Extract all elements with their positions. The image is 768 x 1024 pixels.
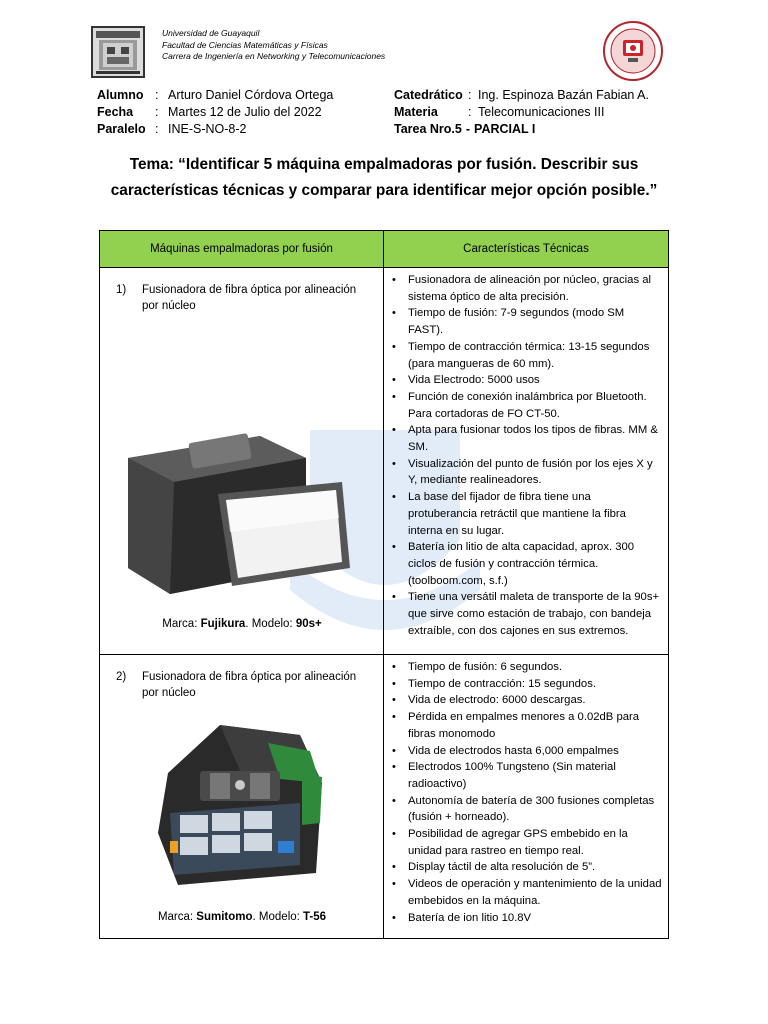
splicers-table	[99, 230, 669, 939]
label-paralelo: Paralelo	[97, 122, 146, 136]
table-row	[100, 268, 669, 655]
list-item: • Autonomía de batería de 300 fusiones completas (fusión + horneado).	[408, 793, 662, 826]
separator: -	[465, 122, 471, 136]
list-item: • Fusionadora de alineación por núcleo, gracias al sistema óptico de alta precisión.	[408, 272, 662, 305]
model-prefix: . Modelo:	[245, 618, 296, 630]
value-paralelo: INE-S-NO-8-2	[168, 122, 247, 136]
features-list-1	[384, 268, 668, 639]
model-prefix: . Modelo:	[252, 911, 304, 923]
brand-prefix: Marca:	[162, 618, 201, 630]
career-line: Carrera de Ingeniería en Networking y Telecomunicaciones	[162, 51, 386, 61]
topic-heading	[100, 152, 668, 204]
item-title-text: Fusionadora de fibra óptica por alineación por núcleo	[142, 671, 357, 699]
label-alumno: Alumno	[97, 88, 144, 102]
value-fecha: Martes 12 de Julio del 2022	[168, 105, 322, 119]
header-specs: Características Técnicas	[384, 231, 669, 268]
topic-line-1: Tema: “Identificar 5 máquina empalmadoras por fusión. Describir sus	[129, 156, 639, 173]
list-item: • Apta para fusionar todos los tipos de fibras. MM & SM.	[408, 422, 662, 455]
list-item: • Vida de electrodos hasta 6,000 empalmes	[408, 743, 662, 760]
list-item: • Tiempo de fusión: 7-9 segundos (modo SM FAST).	[408, 305, 662, 338]
separator: :	[468, 105, 472, 119]
list-item: • Función de conexión inalámbrica por Bluetooth. Para cortadoras de FO CT-50.	[408, 389, 662, 422]
brand-prefix: Marca:	[157, 911, 197, 923]
label-fecha: Fecha	[97, 105, 134, 119]
brand-name: Fujikura	[200, 618, 246, 630]
university-logo	[91, 26, 145, 78]
table-row	[100, 655, 669, 939]
machine-cell	[100, 655, 384, 939]
table-header-row	[100, 231, 669, 268]
brand-name: Sumitomo	[196, 911, 253, 923]
label-materia: Materia	[394, 105, 438, 119]
student-info	[97, 87, 333, 138]
info-row-alumno	[97, 87, 333, 104]
model-name: 90s+	[295, 618, 322, 630]
separator: :	[468, 88, 472, 102]
list-item: • Tiene una versátil maleta de transporte de la 90s+ que sirve como estación de trabajo, con bandeja extraíble, con dos cajones en sus extremos.	[408, 589, 662, 639]
value-materia: Telecomunicaciones III	[478, 105, 605, 119]
item-number: 2)	[116, 671, 127, 683]
label-tarea: Tarea Nro.5	[394, 122, 462, 136]
brand-model-2	[100, 911, 384, 923]
separator: :	[155, 122, 159, 136]
item-title-text: Fusionadora de fibra óptica por alineación por núcleo	[142, 284, 357, 312]
model-name: T-56	[303, 911, 327, 923]
list-item: • Videos de operación y mantenimiento de la unidad embebidos en la máquina.	[408, 876, 662, 909]
features-cell	[384, 268, 669, 655]
info-row-catedratico	[394, 87, 649, 104]
career-logo	[602, 20, 664, 82]
list-item: • Tiempo de contracción térmica: 13-15 segundos (para mangueras de 60 mm).	[408, 339, 662, 372]
features-list-2	[384, 655, 668, 926]
course-info	[394, 87, 649, 138]
machine-title	[116, 282, 372, 314]
list-item: • Vida de electrodo: 6000 descargas.	[408, 692, 662, 709]
label-catedratico: Catedrático	[394, 88, 463, 102]
value-alumno: Arturo Daniel Córdova Ortega	[168, 88, 334, 102]
list-item: • Electrodos 100% Tungsteno (Sin material radioactivo)	[408, 759, 662, 792]
value-tarea: PARCIAL I	[474, 122, 536, 136]
separator: :	[155, 105, 159, 119]
fujikura-splicer-image	[120, 418, 372, 608]
list-item: • Display táctil de alta resolución de 5”.	[408, 859, 662, 876]
list-item: • Tiempo de contracción: 15 segundos.	[408, 676, 662, 693]
separator: :	[155, 88, 159, 102]
machine-cell	[100, 268, 384, 655]
brand-model-1	[100, 618, 384, 630]
list-item: • Batería de ion litio 10.8V	[408, 910, 662, 927]
features-cell	[384, 655, 669, 939]
university-name	[162, 28, 385, 63]
list-item: • Vida Electrodo: 5000 usos	[408, 372, 662, 389]
sumitomo-splicer-image	[150, 713, 330, 893]
info-row-fecha	[97, 104, 333, 121]
list-item: • Pérdida en empalmes menores a 0.02dB para fibras monomodo	[408, 709, 662, 742]
header-machines: Máquinas empalmadoras por fusión	[100, 231, 384, 268]
machine-title	[116, 669, 372, 701]
university-line: Universidad de Guayaquil	[162, 28, 260, 38]
info-row-paralelo	[97, 121, 333, 138]
faculty-line: Facultad de Ciencias Matemáticas y Físicas	[162, 39, 328, 50]
topic-line-2: características técnicas y comparar para identificar mejor opción posible.”	[110, 182, 658, 199]
list-item: • Batería ion litio de alta capacidad, aprox. 300 ciclos de fusión y contracción térmica. (toolboom.com, s.f.)	[408, 539, 662, 589]
info-row-materia	[394, 104, 649, 121]
info-row-tarea	[394, 121, 649, 138]
value-catedratico: Ing. Espinoza Bazán Fabian A.	[478, 88, 649, 102]
list-item: • Visualización del punto de fusión por los ejes X y Y, mediante realineadores.	[408, 456, 662, 489]
item-number: 1)	[116, 284, 127, 296]
list-item: • Tiempo de fusión: 6 segundos.	[408, 659, 662, 676]
list-item: • Posibilidad de agregar GPS embebido en la unidad para rastreo en tiempo real.	[408, 826, 662, 859]
list-item: • La base del fijador de fibra tiene una protuberancia retráctil que mantiene la fibra interna en su lugar.	[408, 489, 662, 539]
